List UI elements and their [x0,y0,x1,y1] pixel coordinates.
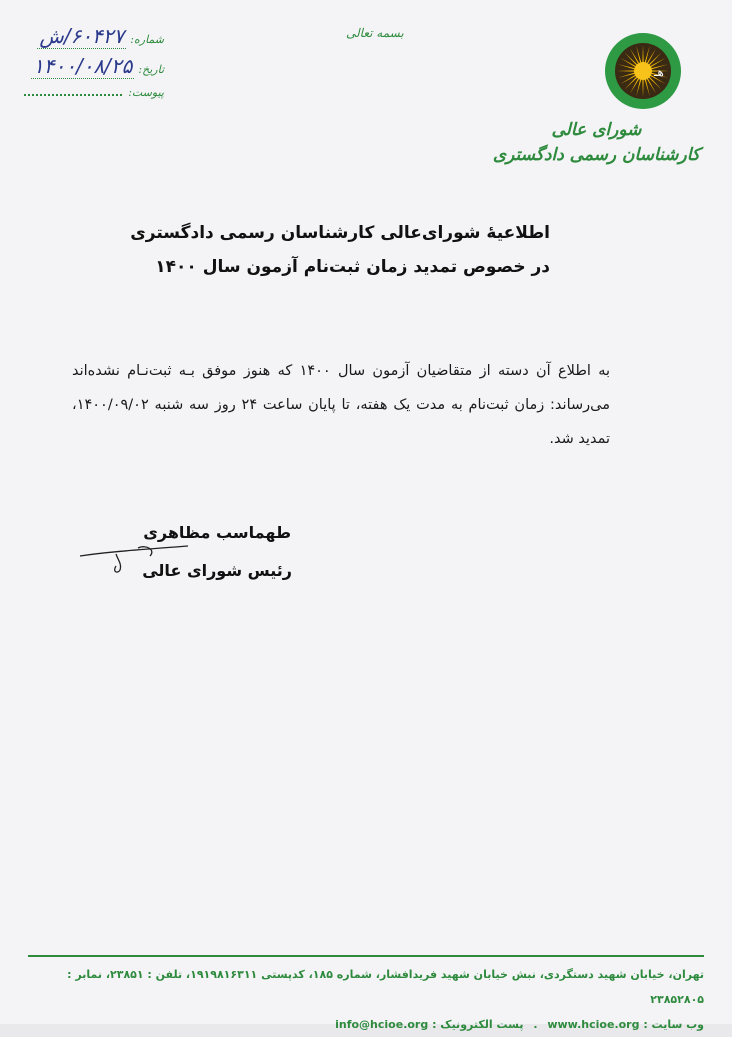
org-name [493,118,700,167]
council-logo [604,32,682,110]
footer-address: تهران، خیابان شهید دستگردی، نبش خیابان شهید فریدافشار، شماره ۱۸۵، کدپستی ۱۹۱۹۸۱۶۳۱۱، تلفن : ۲۳۸۵۱، نمابر : ۲۳۸۵۲۸۰۵ [67,968,704,1006]
title-line1: اطلاعیۀ شورای‌عالی کارشناسان رسمی دادگستری [130,223,550,243]
attachment-label: پیوست: [128,86,164,99]
date-value: ۱۴۰۰/۰۸/۲۵ [32,54,133,78]
invocation-text: بسمه تعالی [346,26,404,40]
attachment-dots [24,84,122,96]
letter-footer [28,962,704,1037]
website-label: وب سایت : [643,1018,704,1031]
signatory-position: رئیس شورای عالی [142,561,292,580]
number-label: شماره: [130,33,164,46]
email-label: پست الکترونیک : [432,1018,524,1031]
signature-scribble [76,530,196,580]
title-line2: در خصوص تمدید زمان ثبت‌نام آزمون سال ۱۴۰۰ [155,257,550,277]
number-value: ۶۰۴۲۷/ش [39,24,125,48]
announcement-body: به اطلاع آن دسته از متقاضیان آزمون سال ۱۴۰۰ که هنوز موفق بـه ثبت‌نـام نشده‌اند می‌رساند: زمان ثبت‌نام به مدت یک هفته، تا پایان ساعت ۲۴ روز سه شنبه ۱۴۰۰/۰۹/۰۲، تمدید شد. [72,363,610,447]
email-link[interactable]: info@hcioe.org [335,1018,429,1031]
signatory-name: طهماسب مظاهری [143,523,292,542]
number-row [24,24,164,54]
footer-contacts [28,1012,704,1037]
date-label: تاریخ: [138,63,164,76]
org-name-line2: کارشناسان رسمی دادگستری [492,144,700,165]
announcement-title [100,216,550,284]
letter-meta [24,24,164,114]
org-name-line1: شورای عالی [551,120,642,140]
footer-separator: . [533,1018,538,1031]
date-row [24,54,164,84]
website-link[interactable]: www.hcioe.org [547,1018,640,1031]
logo-letter: هـ [654,65,664,79]
footer-divider [28,955,704,957]
council-logo-icon [604,32,682,110]
attachment-row [24,84,164,114]
